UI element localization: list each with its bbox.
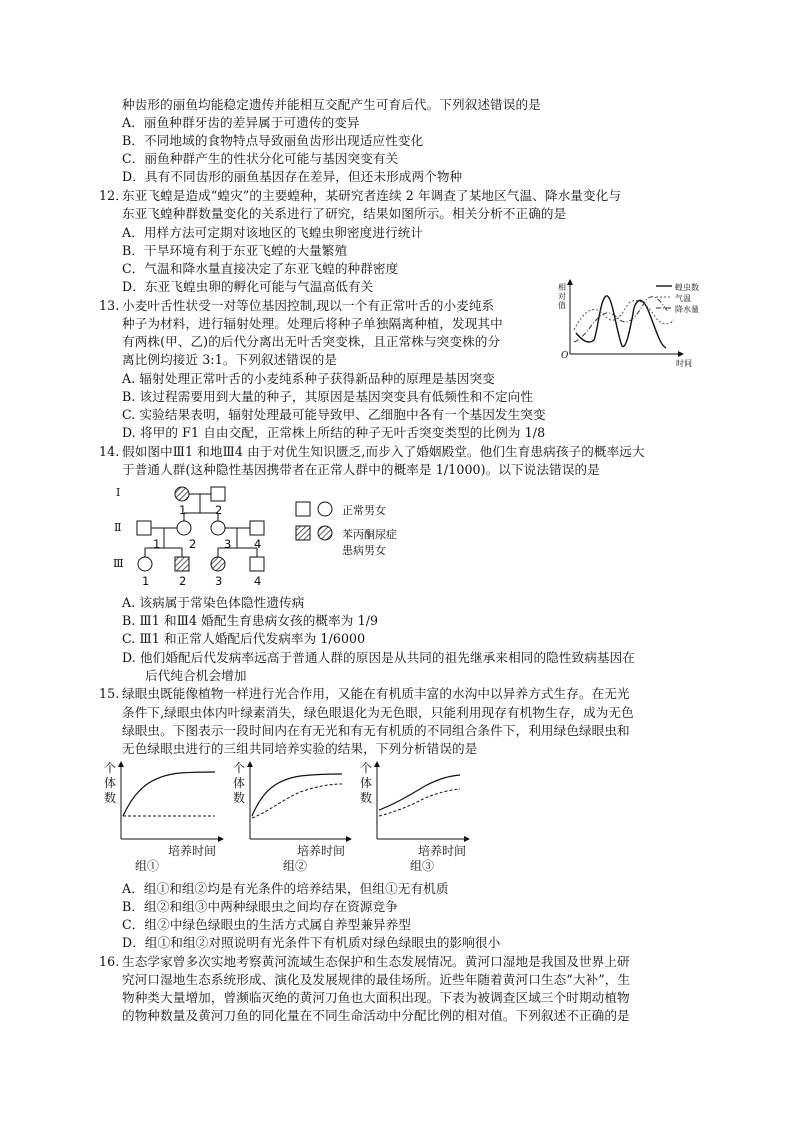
graph3-xlabel: 培养时间 <box>418 844 467 858</box>
q15-option-b: B．组②和组③中两种绿眼虫之间均存在资源竞争 <box>122 899 398 914</box>
rainfall-curve <box>574 297 668 342</box>
gen2-num: 2 <box>189 537 197 551</box>
q13-stem-line: 离比例均接近 3:1。下列叙述错误的是 <box>122 352 338 367</box>
legend-affected-female <box>318 526 332 540</box>
graph2-x-arrow <box>346 836 352 842</box>
q12-stem-line: 东亚飞蝗是造成“蝗灾”的主要蝗种，某研究者连续 2 年调查了某地区气温、降水量变化与 <box>122 188 622 203</box>
gen2-male-4 <box>250 521 264 535</box>
q15-option-a: A．组①和组②均是有光条件的培养结果，但组①无有机质 <box>122 881 449 896</box>
gen-label-2: Ⅱ <box>114 521 122 534</box>
q14-option-d: D. 他们婚配后代发病率远高于普通人群的原因是从共同的祖先继承来相同的隐性致病基因在 <box>122 650 636 665</box>
q16-stem-line: 物种类大量增加，曾濒临灭绝的黄河刀鱼也大面积出现。下表为被调查区域三个时期动植物 <box>122 990 630 1005</box>
q11-option-b: B．不同地域的食物特点导致丽鱼齿形出现适应性变化 <box>122 133 424 148</box>
q14-number: 14. <box>99 444 120 459</box>
q12-chart-ylabel: 相对值 <box>558 283 566 310</box>
q13-stem-line: 有两株(甲、乙)的后代分离出无叶舌突变株，且正常株与突变株的分 <box>122 334 501 349</box>
q15-option-c: C．组②中绿色绿眼虫的生活方式属自养型兼异养型 <box>122 917 411 932</box>
graph2-caption: 组② <box>283 859 308 873</box>
graph1-y-arrow <box>118 761 124 767</box>
gen3-male-4 <box>250 557 264 571</box>
graph1-ylabel: 个 体 数 <box>104 761 117 805</box>
q14-option-a: A. 该病属于常染色体隐性遗传病 <box>122 595 305 610</box>
legend-affected-male <box>296 526 310 540</box>
q13-option-d: D. 将甲的 F1 自由交配，正常株上所结的种子无叶舌突变类型的比例为 1/8 <box>122 425 546 440</box>
graph3-caption: 组③ <box>410 859 435 873</box>
q13-option-a: A. 辐射处理正常叶舌的小麦纯系种子获得新品种的原理是基因突变 <box>122 371 495 386</box>
q16-stem-line: 究河口湿地生态系统形成、演化及发展规律的最佳场所。近些年随着黄河口生态“大补”，生 <box>122 972 631 987</box>
q14-option-b: B. Ⅲ1 和Ⅲ4 婚配生育患病女孩的概率为 1/9 <box>122 613 379 628</box>
gen3-num: 2 <box>179 574 187 588</box>
q11-option-a: A．丽鱼种群牙齿的差异属于可遗传的变异 <box>122 115 360 130</box>
q13-option-b: B. 该过程需要用到大量的种子，其原因是基因突变具有低频性和不定向性 <box>122 389 534 404</box>
q15-stem-line: 条件下,绿眼虫体内叶绿素消失，绿色眼退化为无色眼，只能利用现存有机物生存，成为无色 <box>122 705 634 720</box>
x-axis-arrow <box>678 351 684 357</box>
q12-chart-xlabel: 时间 <box>676 359 692 368</box>
q15-stem-line: 绿眼虫既能像植物一样进行光合作用，又能在有机质丰富的水沟中以异养方式生存。在无光 <box>122 686 630 701</box>
graph3-ylabel: 个 体 数 <box>360 761 373 805</box>
legend-affected-label-2: 患病男女 <box>342 544 386 557</box>
q12-option-b: B．干旱环境有利于东亚飞蝗的大量繁殖 <box>122 243 348 258</box>
legend-normal-label: 正常男女 <box>342 504 386 517</box>
legend-normal-male <box>296 502 310 516</box>
gen3-male-affected-2 <box>175 557 189 571</box>
locust-curve <box>576 296 666 348</box>
graph1-xlabel: 培养时间 <box>168 844 217 858</box>
q13-stem-line: 种子为材料，进行辐射处理。处理后将种子单独隔离种植，发现其中 <box>122 316 503 331</box>
graph1-caption: 组① <box>135 859 160 873</box>
q16-stem-line: 生态学家曾多次实地考察黄河流域生态保护和生态发展情况。黄河口湿地是我国及世界上研 <box>122 954 630 969</box>
q13-number: 13. <box>99 298 120 313</box>
q14-stem-line: 假如图中Ⅲ1 和地Ⅲ4 由于对优生知识匮乏,而步入了婚姻殿堂。他们生育患病孩子的概率远大 <box>122 444 645 459</box>
graph3-y-arrow <box>374 761 380 767</box>
q14-stem-line: 于普通人群(这种隐性基因携带者在正常人群中的概率是 1/1000)。以下说法错误的是 <box>122 462 600 477</box>
q14-option-d-cont: 后代纯合机会增加 <box>145 668 247 683</box>
graph2-ylabel: 个 体 数 <box>233 761 246 805</box>
gen2-female-2 <box>177 521 191 535</box>
legend-normal-female <box>318 502 332 516</box>
q15-number: 15. <box>99 686 120 701</box>
gen2-num: 3 <box>224 537 232 551</box>
gen-label-3: Ⅲ <box>113 557 124 570</box>
gen2-male-1 <box>137 521 151 535</box>
q13-stem-line: 小麦叶舌性状受一对等位基因控制,现以一个有正常叶舌的小麦纯系 <box>122 298 495 313</box>
gen1-male <box>211 487 225 501</box>
gen3-num: 1 <box>142 574 150 588</box>
q12-number: 12． <box>99 188 128 203</box>
q12-stem-line: 东亚飞蝗种群数量变化的关系进行了研究，结果如图所示。相关分析不正确的是 <box>122 206 567 221</box>
graph2-solid-curve <box>252 774 342 816</box>
gen2-num: 4 <box>254 537 262 551</box>
y-axis-arrow <box>567 279 573 285</box>
graph3-solid-curve <box>379 775 460 810</box>
graph2-y-arrow <box>247 761 253 767</box>
graph2-dashed-curve <box>252 784 342 818</box>
gen3-num: 4 <box>254 574 262 588</box>
gen1-num: 2 <box>215 503 223 517</box>
gen2-num: 1 <box>153 537 161 551</box>
q14-option-c: C. Ⅲ1 和正常人婚配后代发病率为 1/6000 <box>122 631 366 646</box>
q11-option-c: C．丽鱼种群产生的性状分化可能与基因突变有关 <box>122 151 399 166</box>
legend-locust: 蝗虫数 <box>675 283 699 292</box>
q12-option-c: C．气温和降水量直接决定了东亚飞蝗的种群密度 <box>122 261 399 276</box>
q16-number: 16. <box>99 954 120 969</box>
q11-option-d: D．具有不同齿形的丽鱼基因存在差异，但还未形成两个物种 <box>122 169 463 184</box>
legend-temperature: 气温 <box>675 294 691 303</box>
graph2-xlabel: 培养时间 <box>297 844 346 858</box>
q16-stem-line: 的物种数量及黄河刀鱼的同化量在不同生命活动中分配比例的相对值。下列叙述不正确的是 <box>122 1008 630 1023</box>
q12-option-d: D．东亚飞蝗虫卵的孵化可能与气温高低有关 <box>122 279 374 294</box>
q15-option-d: D．组①和组②对照说明有光条件下有机质对绿色绿眼虫的影响很小 <box>122 935 501 950</box>
q12-chart-origin: O <box>561 351 569 361</box>
gen-label-1: Ⅰ <box>116 486 121 499</box>
graph1-solid-curve <box>123 772 215 816</box>
gen3-num: 3 <box>215 574 223 588</box>
legend-affected-label-1: 苯丙酮尿症 <box>342 528 397 541</box>
gen3-female-1 <box>138 557 152 571</box>
gen3-female-affected-3 <box>211 557 225 571</box>
q15-stem-line: 无色绿眼虫进行的三组共同培养实验的结果，下列分析错误的是 <box>122 741 478 756</box>
gen1-female-affected <box>175 487 189 501</box>
q11-stem-tail: 种齿形的丽鱼均能稳定遗传并能相互交配产生可育后代。下列叙述错误的是 <box>122 97 541 112</box>
q13-option-c: C. 实验结果表明，辐射处理最可能导致甲、乙细胞中各有一个基因发生突变 <box>122 407 546 422</box>
q15-stem-line: 绿眼虫。下图表示一段时间内在有无光和有无有机质的不同组合条件下，利用绿色绿眼虫和 <box>122 723 630 738</box>
legend-rainfall: 降水量 <box>675 305 699 314</box>
gen2-female-3 <box>211 521 225 535</box>
temperature-curve <box>574 300 674 330</box>
gen1-num: 1 <box>179 503 187 517</box>
q12-option-a: A．用样方法可定期对该地区的飞蝗虫卵密度进行统计 <box>122 225 424 240</box>
graph3-dashed-curve <box>379 789 460 816</box>
graph1-x-arrow <box>218 836 224 842</box>
